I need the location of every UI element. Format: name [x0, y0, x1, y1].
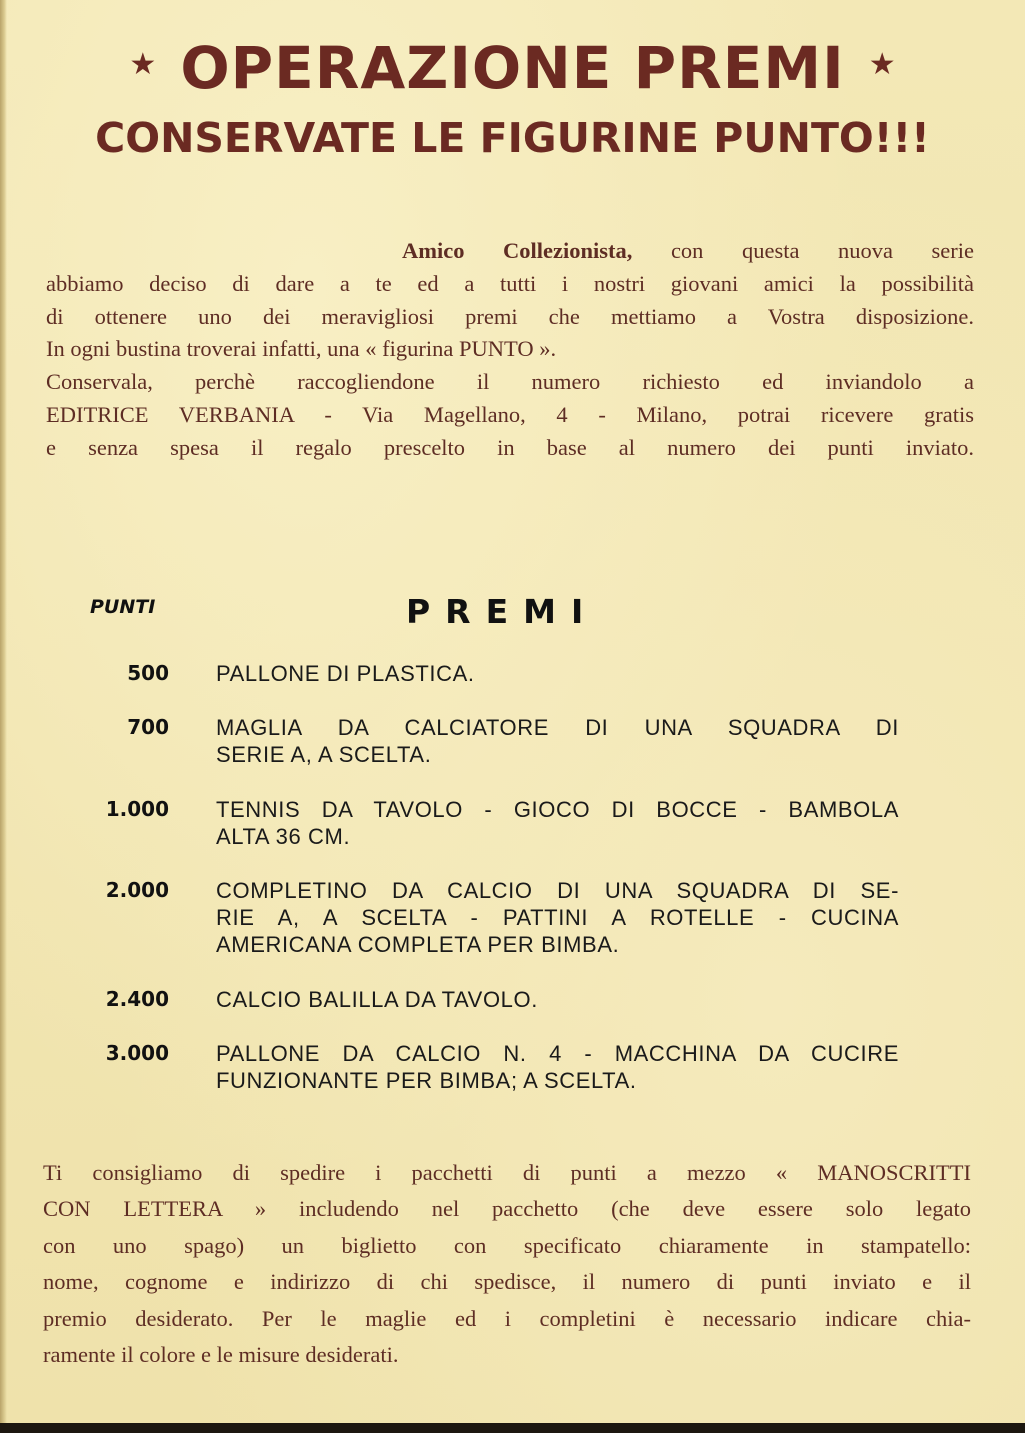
prize-line: PALLONE DI PLASTICA. — [216, 661, 475, 686]
intro-line-1 — [46, 235, 974, 268]
prize-points: 700 — [127, 715, 169, 739]
instructions-line: nome, cognome e indirizzo di chi spedisce, il numero di punti inviato e il — [43, 1269, 971, 1295]
prize-description — [216, 714, 899, 768]
prize-line: RIE A, A SCELTA - PATTINI A ROTELLE - CUCINA — [216, 905, 899, 930]
page-subtitle: CONSERVATE LE FIGURINE PUNTO!!! — [95, 114, 930, 162]
prize-points: 3.000 — [105, 1041, 169, 1065]
instructions-paragraph — [43, 1155, 971, 1373]
prize-line: ALTA 36 CM. — [216, 824, 351, 849]
star-right-icon: ★ — [868, 46, 896, 82]
prize-points: 2.400 — [105, 987, 169, 1011]
prize-points: 500 — [127, 661, 169, 685]
column-header-punti: PUNTI — [90, 596, 156, 618]
instructions-line: con uno spago) un biglietto con specificato chiaramente in stampatello: — [43, 1232, 971, 1258]
prize-line: MAGLIA DA CALCIATORE DI UNA SQUADRA DI — [216, 715, 899, 740]
intro-line: EDITRICE VERBANIA - Via Magellano, 4 - Milano, potrai ricevere gratis — [46, 401, 974, 427]
instructions-line: ramente il colore e le misure desiderati. — [43, 1342, 399, 1368]
prize-points: 2.000 — [105, 878, 169, 902]
title-text: OPERAZIONE PREMI — [180, 34, 845, 102]
prize-line: PALLONE DA CALCIO N. 4 - MACCHINA DA CUCIRE — [216, 1041, 899, 1066]
intro-line-1-rest: con questa nuova serie — [670, 238, 974, 263]
prize-line: AMERICANA COMPLETA PER BIMBA. — [216, 932, 620, 957]
intro-greeting: Amico Collezionista, — [402, 238, 633, 263]
prize-description — [216, 796, 899, 850]
column-header-premi: PREMI — [406, 592, 599, 631]
instructions-line: Ti consigliamo di spedire i pacchetti di punti a mezzo « MANOSCRITTI — [43, 1160, 971, 1185]
page-bottom-edge — [0, 1423, 1025, 1433]
intro-line: Conservala, perchè raccogliendone il numero richiesto ed inviandolo a — [46, 369, 974, 395]
prize-description — [216, 877, 899, 958]
intro-line: abbiamo deciso di dare a te ed a tutti i nostri giovani amici la possibilità — [46, 270, 974, 296]
prize-points: 1.000 — [105, 797, 169, 821]
intro-line: e senza spesa il regalo prescelto in base al numero dei punti inviato. — [46, 434, 974, 460]
prize-description — [216, 660, 899, 687]
prize-line: SERIE A, A SCELTA. — [216, 742, 432, 767]
prize-line: COMPLETINO DA CALCIO DI UNA SQUADRA DI SE- — [216, 878, 899, 903]
instructions-line: CON LETTERA » includendo nel pacchetto (che deve essere solo legato — [43, 1196, 971, 1222]
page-title — [0, 34, 1025, 102]
page-left-edge — [0, 0, 7, 1433]
instructions-line: premio desiderato. Per le maglie ed i completini è necessario indicare chia- — [43, 1305, 971, 1331]
prize-description — [216, 986, 899, 1013]
star-left-icon: ★ — [129, 46, 157, 82]
intro-paragraph — [46, 235, 974, 465]
prize-description — [216, 1040, 899, 1094]
prize-line: FUNZIONANTE PER BIMBA; A SCELTA. — [216, 1068, 637, 1093]
prize-line: CALCIO BALILLA DA TAVOLO. — [216, 987, 538, 1012]
intro-line: In ogni bustina troverai infatti, una « figurina PUNTO ». — [46, 336, 557, 362]
prize-line: TENNIS DA TAVOLO - GIOCO DI BOCCE - BAMBOLA — [216, 797, 899, 822]
intro-line: di ottenere uno dei meravigliosi premi che mettiamo a Vostra disposizione. — [46, 303, 974, 329]
